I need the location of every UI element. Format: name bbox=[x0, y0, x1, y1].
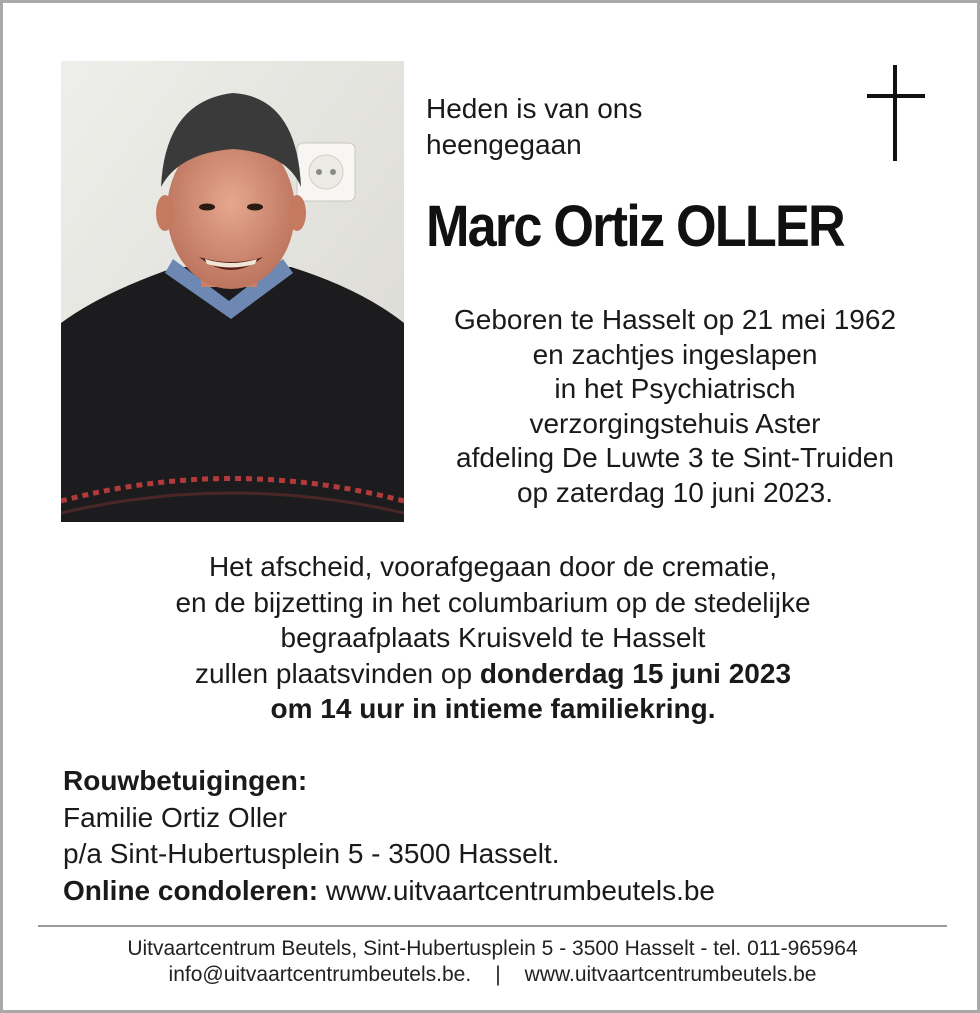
footer-email-link[interactable]: info@uitvaartcentrumbeutels.be. bbox=[168, 963, 472, 986]
portrait-photo bbox=[61, 61, 404, 522]
condolences-address: p/a Sint-Hubertusplein 5 - 3500 Hasselt. bbox=[63, 838, 560, 869]
online-condolences-link[interactable]: www.uitvaartcentrumbeutels.be bbox=[318, 874, 715, 906]
condolences-family: Familie Ortiz Oller bbox=[63, 801, 288, 833]
footer-separator: | bbox=[495, 963, 501, 986]
intro-line: Heden is van ons bbox=[426, 93, 643, 124]
latin-cross-icon bbox=[867, 65, 925, 161]
farewell-prefix: zullen plaatsvinden op bbox=[194, 657, 480, 689]
footer-contact-line: Uitvaartcentrum Beutels, Sint-Hubertusplein 5 - 3500 Hasselt - tel. 011-965964 bbox=[127, 937, 858, 960]
footer-web-line bbox=[38, 962, 947, 988]
condolences-section bbox=[63, 763, 715, 909]
farewell-date-line bbox=[63, 656, 923, 692]
condolences-heading: Rouwbetuigingen: bbox=[63, 765, 308, 796]
farewell-time: om 14 uur in intieme familiekring. bbox=[270, 693, 716, 724]
farewell-line: begraafplaats Kruisveld te Hasselt bbox=[280, 622, 706, 653]
farewell-date: donderdag 15 juni 2023 bbox=[479, 657, 792, 689]
birth-line: en zachtjes ingeslapen bbox=[532, 338, 818, 370]
deceased-name: Marc Ortiz OLLER bbox=[426, 194, 844, 259]
funeral-home-footer bbox=[38, 936, 947, 988]
portrait-illustration bbox=[61, 61, 404, 522]
intro-line: heengegaan bbox=[426, 129, 582, 160]
birth-line: in het Psychiatrisch bbox=[554, 373, 796, 405]
birth-and-death-details bbox=[415, 303, 935, 511]
footer-website-link[interactable]: www.uitvaartcentrumbeutels.be bbox=[524, 963, 817, 986]
birth-line: verzorgingstehuis Aster bbox=[529, 407, 821, 439]
birth-line: op zaterdag 10 juni 2023. bbox=[516, 476, 834, 508]
footer-divider bbox=[38, 925, 947, 927]
online-condolences-label: Online condoleren: bbox=[63, 874, 319, 906]
birth-line: afdeling De Luwte 3 te Sint-Truiden bbox=[456, 442, 894, 474]
farewell-details bbox=[63, 549, 923, 727]
birth-line: Geboren te Hasselt op 21 mei 1962 bbox=[453, 304, 897, 335]
farewell-line: Het afscheid, voorafgegaan door de crematie, bbox=[208, 551, 778, 582]
farewell-line: en de bijzetting in het columbarium op de stedelijke bbox=[175, 586, 811, 618]
online-condolences-line bbox=[63, 873, 715, 910]
intro-text bbox=[426, 91, 642, 163]
